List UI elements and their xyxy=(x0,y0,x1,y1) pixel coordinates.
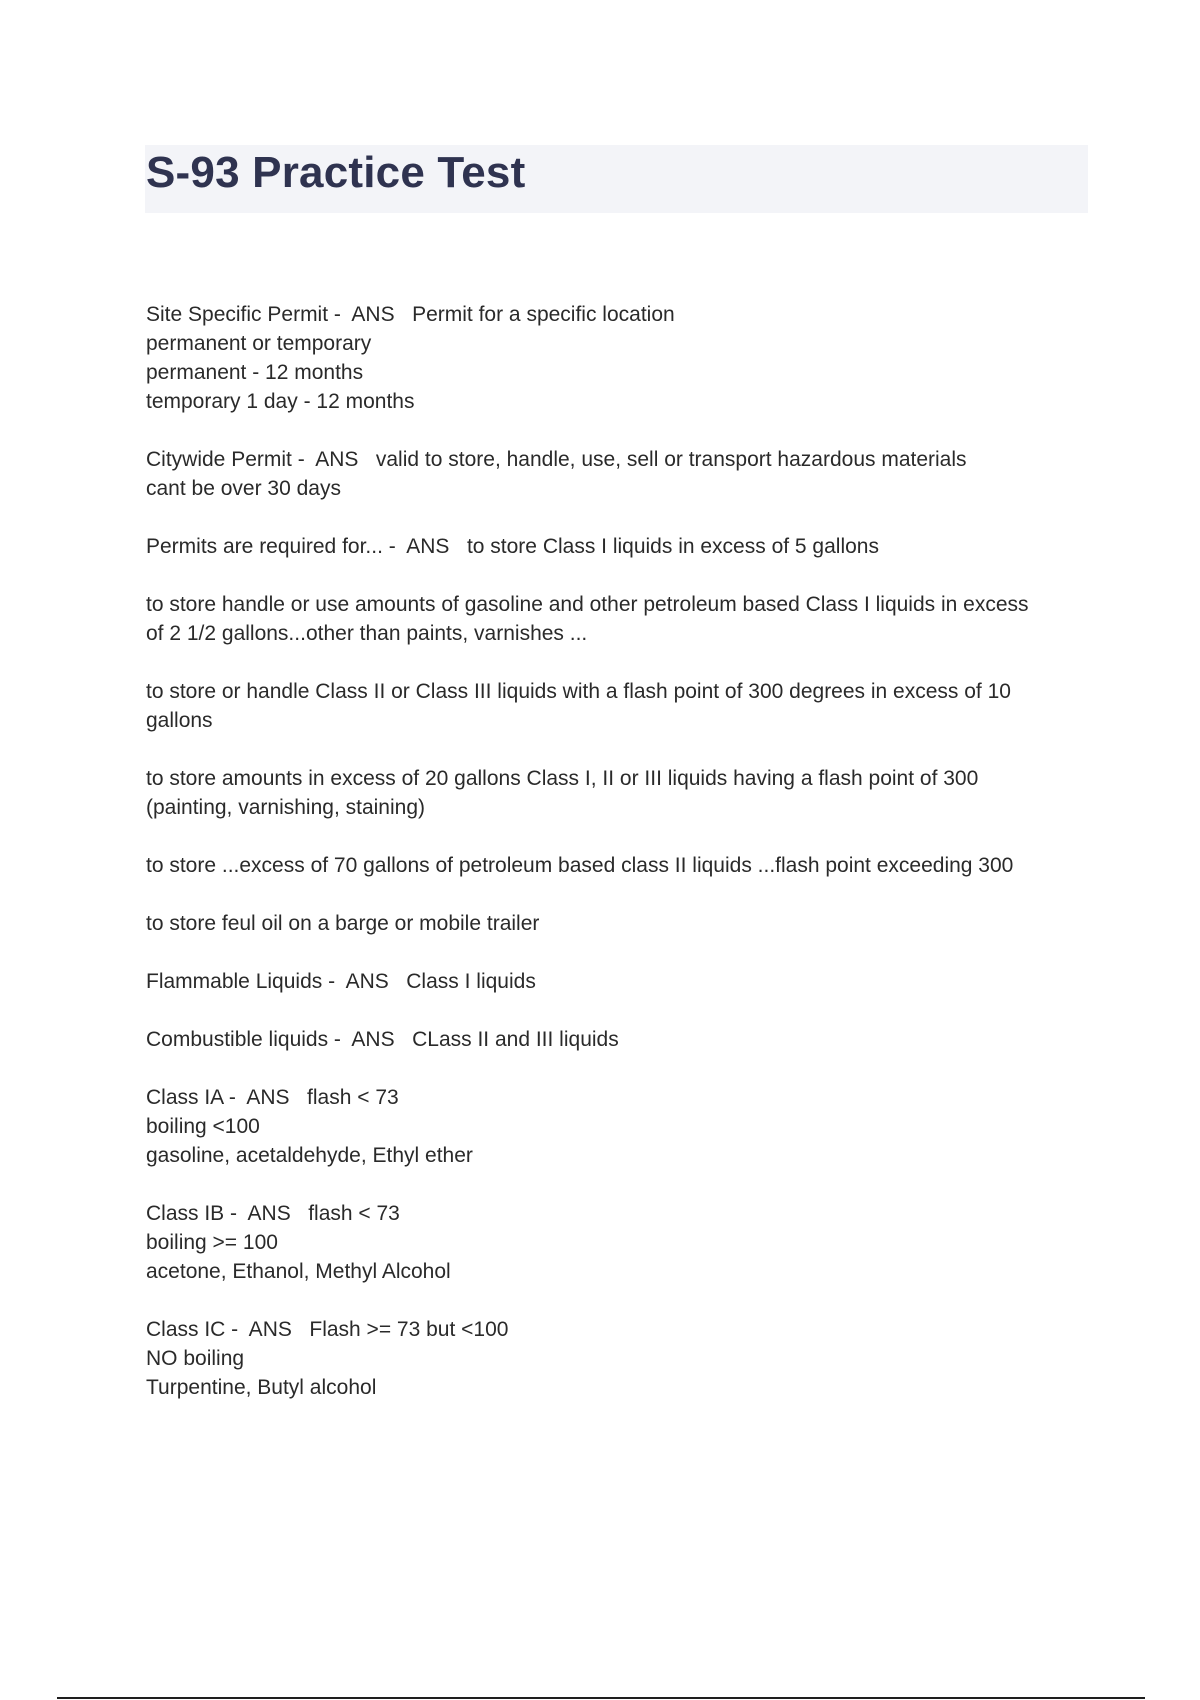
text-line: permanent or temporary xyxy=(146,332,372,355)
text-line: Class IC - ANS Flash >= 73 but <100 xyxy=(146,1318,509,1341)
text-line: Combustible liquids - ANS CLass II and III liquids xyxy=(146,1028,619,1051)
text-line: Site Specific Permit - ANS Permit for a specific location xyxy=(146,303,675,326)
footer-divider xyxy=(57,1697,1145,1699)
text-line: Permits are required for... - ANS to store Class I liquids in excess of 5 gallons xyxy=(146,535,879,558)
text-line: Class IB - ANS flash < 73 xyxy=(146,1202,400,1225)
text-line: acetone, Ethanol, Methyl Alcohol xyxy=(146,1260,451,1283)
text-line: gasoline, acetaldehyde, Ethyl ether xyxy=(146,1144,473,1167)
qa-entry xyxy=(146,764,1096,822)
text-line: to store ...excess of 70 gallons of petroleum based class II liquids ...flash point exceeding 300 xyxy=(146,854,1014,877)
text-line: to store feul oil on a barge or mobile trailer xyxy=(146,912,540,935)
text-line: to store amounts in excess of 20 gallons Class I, II or III liquids having a flash point of 300 xyxy=(146,767,979,790)
document-body xyxy=(146,300,1096,1431)
page-title: S-93 Practice Test xyxy=(146,148,526,197)
qa-entry xyxy=(146,1025,1096,1054)
qa-entry xyxy=(146,677,1096,735)
text-line: boiling >= 100 xyxy=(146,1231,278,1254)
qa-entry xyxy=(146,1315,1096,1402)
text-line: Citywide Permit - ANS valid to store, handle, use, sell or transport hazardous materials xyxy=(146,448,967,471)
text-line: Class IA - ANS flash < 73 xyxy=(146,1086,399,1109)
qa-entry xyxy=(146,909,1096,938)
qa-entry xyxy=(146,532,1096,561)
text-line: gallons xyxy=(146,709,213,732)
text-line: NO boiling xyxy=(146,1347,245,1370)
text-line: Flammable Liquids - ANS Class I liquids xyxy=(146,970,536,993)
text-line: boiling <100 xyxy=(146,1115,260,1138)
text-line: cant be over 30 days xyxy=(146,477,341,500)
text-line: permanent - 12 months xyxy=(146,361,364,384)
qa-entry xyxy=(146,590,1096,648)
qa-entry xyxy=(146,967,1096,996)
qa-entry xyxy=(146,851,1096,880)
qa-entry xyxy=(146,300,1096,416)
qa-entry xyxy=(146,445,1096,503)
text-line: of 2 1/2 gallons...other than paints, varnishes ... xyxy=(146,622,588,645)
text-line: (painting, varnishing, staining) xyxy=(146,796,425,819)
text-line: to store or handle Class II or Class III liquids with a flash point of 300 degrees in excess of 10 xyxy=(146,680,1011,703)
qa-entry xyxy=(146,1199,1096,1286)
text-line: Turpentine, Butyl alcohol xyxy=(146,1376,377,1399)
text-line: temporary 1 day - 12 months xyxy=(146,390,415,413)
qa-entry xyxy=(146,1083,1096,1170)
text-line: to store handle or use amounts of gasoline and other petroleum based Class I liquids in excess xyxy=(146,593,1029,616)
